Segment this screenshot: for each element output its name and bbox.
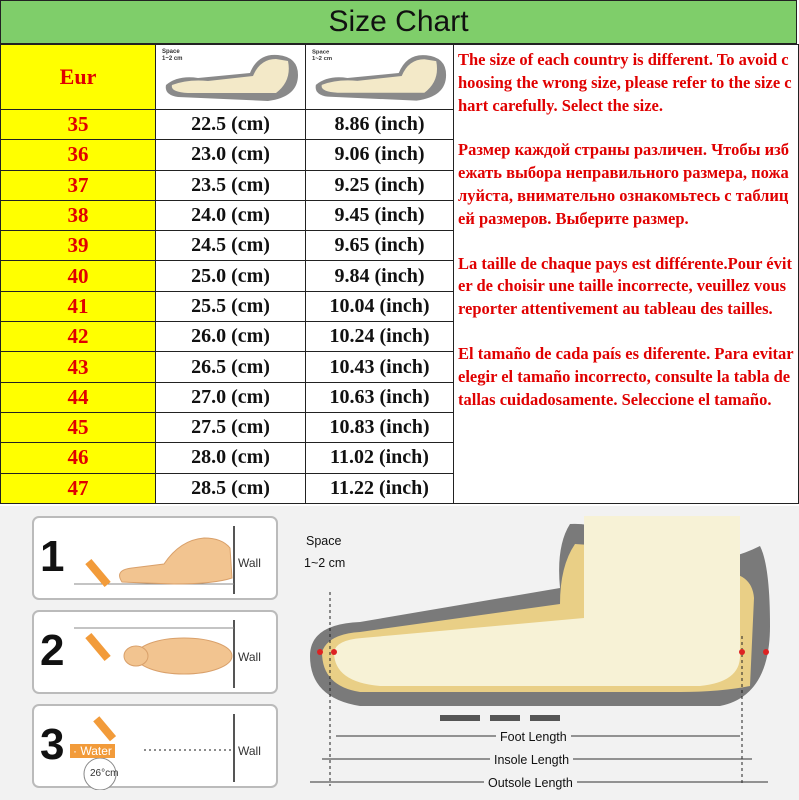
svg-text:Space: Space: [311, 49, 329, 56]
insole-length-label: Insole Length: [490, 753, 573, 767]
eur-size-cell: 40: [1, 261, 156, 291]
note-french: La taille de chaque pays est différente.Pour éviter de choisir une taille incorrecte, veuillez vous reporter attentivement au tableau des tailles.: [458, 253, 792, 319]
cm-size-cell: 23.0 (cm): [156, 140, 306, 170]
size-row: [1, 352, 454, 382]
cm-size-cell: 26.5 (cm): [156, 352, 306, 382]
eur-size-cell: 35: [1, 110, 156, 140]
cm-size-cell: 27.0 (cm): [156, 382, 306, 412]
inch-size-cell: 10.24 (inch): [306, 322, 454, 352]
svg-text:1~2 cm: 1~2 cm: [311, 56, 332, 63]
cm-size-cell: 25.5 (cm): [156, 291, 306, 321]
size-row: [1, 291, 454, 321]
cm-size-cell: 25.0 (cm): [156, 261, 306, 291]
size-row: [1, 140, 454, 170]
foot-in-shoe-icon: [306, 45, 454, 110]
outsole-length-label: Outsole Length: [484, 776, 577, 790]
inch-size-cell: 10.43 (inch): [306, 352, 454, 382]
size-notes: [453, 44, 799, 504]
water-label: · Water: [70, 744, 115, 758]
size-row: [1, 473, 454, 503]
inch-size-cell: 11.02 (inch): [306, 443, 454, 473]
eur-size-cell: 44: [1, 382, 156, 412]
measurement-guide: [0, 506, 799, 800]
size-row: [1, 200, 454, 230]
space-label: Space: [306, 534, 342, 548]
inch-size-cell: 10.63 (inch): [306, 382, 454, 412]
inch-size-cell: 9.45 (inch): [306, 200, 454, 230]
space-range-label: 1~2 cm: [304, 556, 346, 570]
cm-size-cell: 24.5 (cm): [156, 231, 306, 261]
cm-size-cell: 24.0 (cm): [156, 200, 306, 230]
size-row: [1, 261, 454, 291]
inch-size-cell: 9.84 (inch): [306, 261, 454, 291]
foot-in-shoe-icon: [156, 45, 306, 110]
note-russian: Размер каждой страны различен. Чтобы избежать выбора неправильного размера, пожалуйста, внимательно ознакомьтесь с таблицей размеров. Выберите размер.: [458, 140, 789, 228]
size-row: [1, 412, 454, 442]
eur-header: Eur: [1, 45, 156, 110]
inch-size-cell: 11.22 (inch): [306, 473, 454, 503]
size-row: [1, 322, 454, 352]
eur-size-cell: 39: [1, 231, 156, 261]
temperature-label: 26°cm: [90, 768, 119, 779]
inch-size-cell: 10.04 (inch): [306, 291, 454, 321]
eur-size-cell: 41: [1, 291, 156, 321]
svg-text:1~2 cm: 1~2 cm: [161, 56, 183, 62]
svg-text:Space: Space: [161, 49, 180, 55]
eur-size-cell: 37: [1, 170, 156, 200]
wall-label: Wall: [238, 650, 261, 664]
eur-size-cell: 45: [1, 412, 156, 442]
size-row: [1, 170, 454, 200]
step-number: 2: [40, 626, 65, 675]
size-row: [1, 382, 454, 412]
note-spanish: El tamaño de cada país es diferente. Para evitar elegir el tamaño incorrecto, consulte la tabla de tallas cuidadosamente. Seleccione el tamaño.: [458, 343, 794, 409]
inch-size-cell: 8.86 (inch): [306, 110, 454, 140]
note-english: The size of each country is different. To avoid choosing the wrong size, please refer to the size chart carefully. Select the size.: [458, 50, 792, 115]
eur-size-cell: 38: [1, 200, 156, 230]
eur-size-cell: 36: [1, 140, 156, 170]
shoe-cross-section-diagram: [0, 506, 799, 800]
cm-size-cell: 28.5 (cm): [156, 473, 306, 503]
page-title: Size Chart: [328, 5, 469, 38]
inch-size-cell: 9.06 (inch): [306, 140, 454, 170]
cm-size-cell: 28.0 (cm): [156, 443, 306, 473]
eur-size-cell: 42: [1, 322, 156, 352]
cm-size-cell: 23.5 (cm): [156, 170, 306, 200]
wall-label: Wall: [238, 744, 261, 758]
cm-size-cell: 27.5 (cm): [156, 412, 306, 442]
size-row: [1, 443, 454, 473]
wall-label: Wall: [238, 556, 261, 570]
eur-size-cell: 47: [1, 473, 156, 503]
cm-size-cell: 22.5 (cm): [156, 110, 306, 140]
eur-size-cell: 43: [1, 352, 156, 382]
cm-size-cell: 26.0 (cm): [156, 322, 306, 352]
step-number: 1: [40, 532, 65, 581]
inch-size-cell: 10.83 (inch): [306, 412, 454, 442]
eur-size-cell: 46: [1, 443, 156, 473]
size-table: [0, 44, 454, 504]
step-number: 3: [40, 720, 65, 769]
title-bar: [0, 0, 797, 44]
foot-length-label: Foot Length: [496, 730, 571, 744]
inch-size-cell: 9.25 (inch): [306, 170, 454, 200]
size-row: [1, 110, 454, 140]
inch-size-cell: 9.65 (inch): [306, 231, 454, 261]
size-row: [1, 231, 454, 261]
